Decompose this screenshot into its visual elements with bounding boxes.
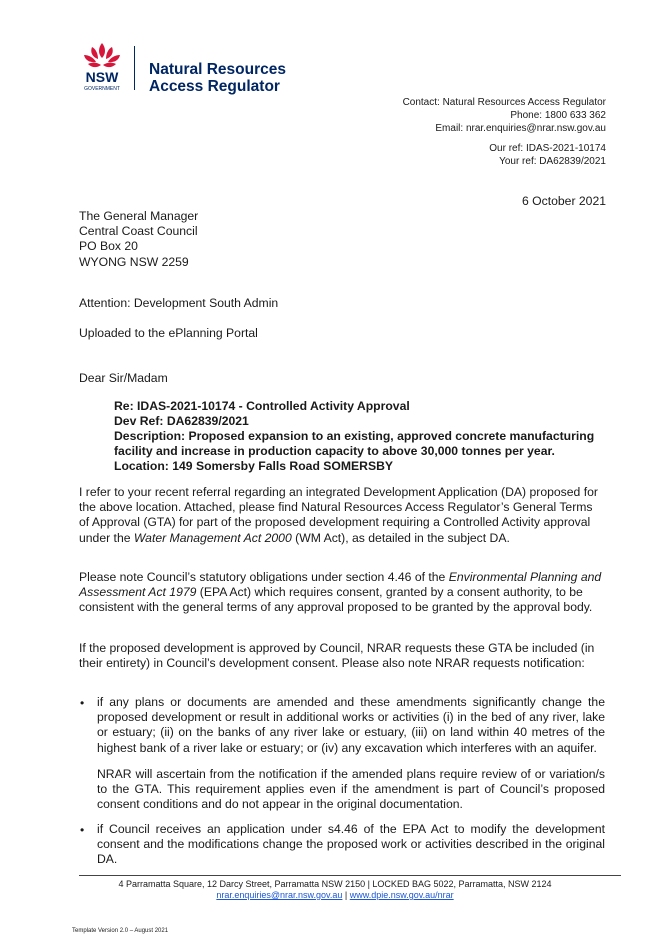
footer-divider — [79, 875, 621, 876]
nsw-wordmark: NSW — [85, 69, 119, 85]
act-name: Environmental Planning and Assessment Act 1979 — [79, 570, 602, 600]
footer-links: nrar.enquiries@nrar.nsw.gov.au | www.dpie.nsw.gov.au/nrar — [216, 890, 454, 900]
bullet-icon: • — [80, 823, 85, 837]
letter-date: 6 October 2021 — [521, 194, 606, 208]
reference-block — [489, 142, 606, 168]
phone-line: Phone: 1800 633 362 — [510, 110, 606, 121]
website-link[interactable]: www.dpie.nsw.gov.au/nrar — [349, 890, 454, 900]
address-line: WYONG NSW 2259 — [79, 254, 189, 269]
paragraph-obligations: Please note Council’s statutory obligations under section 4.46 of the Environmental Planning and Assessment Act 1979 (EPA Act) which requires consent, granted by a consent authority, to be consistent with the general terms of any approval proposed to be granted by the approval body. — [79, 570, 602, 615]
bullet-continuation: NRAR will ascertain from the notification if the amended plans require review of or variation/s to the GTA. This requirement applies even if the amendment is part of Council’s proposed consent conditions and do not appear in the original documentation. — [97, 767, 605, 812]
org-name-line2: Access Regulator — [149, 78, 280, 95]
org-name — [149, 61, 286, 95]
uploaded-line: Uploaded to the ePlanning Portal — [79, 326, 258, 340]
template-version: Template Version 2.0 – August 2021 — [72, 928, 169, 934]
email-link[interactable]: nrar.enquiries@nrar.nsw.gov.au — [216, 890, 343, 900]
waratah-logo-icon — [79, 42, 125, 96]
government-label: GOVERNMENT — [84, 86, 120, 92]
bullet-icon: • — [80, 696, 85, 710]
our-ref: Our ref: IDAS-2021-10174 — [489, 143, 606, 154]
your-ref: Your ref: DA62839/2021 — [499, 156, 606, 167]
subject-location: Location: 149 Somersby Falls Road SOMERSBY — [114, 459, 394, 473]
subject-description: Description: Proposed expansion to an existing, approved concrete manufacturing facility and increase in production capacity to above 30,000 tonnes per year. — [114, 429, 595, 458]
logo-divider — [134, 46, 135, 90]
attention-line: Attention: Development South Admin — [79, 296, 279, 310]
subject-block — [114, 399, 614, 474]
footer-address: 4 Parramatta Square, 12 Darcy Street, Parramatta NSW 2150 | LOCKED BAG 5022, Parramatta, NSW 2124 — [118, 879, 552, 889]
address-line: PO Box 20 — [79, 239, 138, 254]
salutation: Dear Sir/Madam — [79, 371, 168, 385]
subject-re: Re: IDAS-2021-10174 - Controlled Activity Approval — [114, 399, 410, 413]
contact-block — [403, 96, 606, 135]
bullet-item: if any plans or documents are amended and these amendments significantly change the proposed development or result in additional works or activities (i) in the bed of any river, lake or estuary; (ii) on the banks of any river lake or estuary, (iii) on land within 40 metres of the highest bank of a river lake or estuary; or (iv) any excavation which interferes with an aquifer. — [97, 695, 605, 755]
address-line: The General Manager — [79, 209, 199, 223]
paragraph-referral: I refer to your recent referral regarding an integrated Development Application (DA) proposed for the above location. Attached, please find Natural Resources Access Regulator’s General Terms of Approval (GTA) for part of the proposed development requiring a Controlled Activity approval under the Water Management Act 2000 (WM Act), as detailed in the subject DA. — [79, 485, 598, 545]
address-line: Central Coast Council — [79, 224, 198, 239]
org-name-line1: Natural Resources — [149, 61, 286, 78]
recipient-address — [79, 209, 605, 270]
subject-dev-ref: Dev Ref: DA62839/2021 — [114, 414, 249, 428]
act-name: Water Management Act 2000 — [133, 530, 292, 545]
contact-line: Contact: Natural Resources Access Regulator — [402, 97, 606, 108]
paragraph-notification: If the proposed development is approved by Council, NRAR requests these GTA be included (in their entirety) in Council’s development consent. Please also note NRAR requests notification: — [79, 641, 595, 671]
email-line: Email: nrar.enquiries@nrar.nsw.gov.au — [435, 123, 606, 134]
bullet-item: if Council receives an application under s4.46 of the EPA Act to modify the development consent and the modifications change the proposed work or activities described in the original DA. — [97, 822, 605, 867]
